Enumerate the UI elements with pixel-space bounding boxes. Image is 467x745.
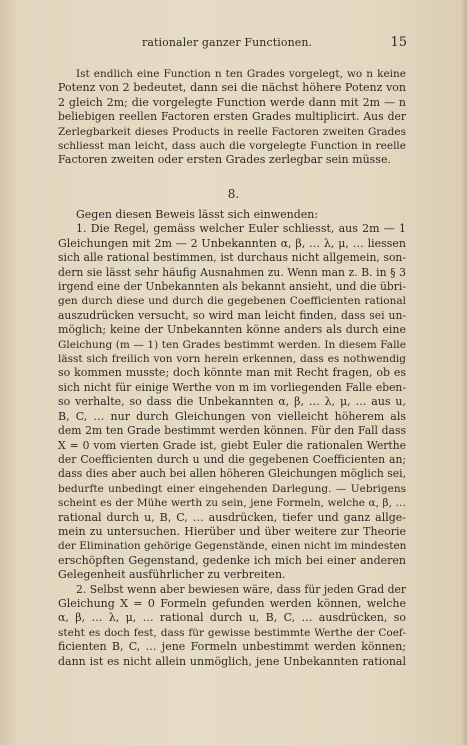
text-line: beliebigen reellen Factoren ersten Grades multiplicirt. Aus der — [58, 110, 406, 124]
text-line: 2. Selbst wenn aber bewiesen wäre, dass für jeden Grad der — [76, 582, 406, 596]
section-body — [58, 208, 406, 669]
text-line: sich nicht für einige Werthe von m im vorliegenden Falle eben- — [58, 380, 406, 394]
text-line: so kommen musste; doch könnte man mit Recht fragen, ob es — [58, 366, 406, 380]
text-line: erschöpften Gegenstand, gedenke ich mich bei einer anderen — [58, 553, 406, 567]
text-line: möglich; keine der Unbekannten könne anders als durch eine — [58, 323, 406, 337]
section-heading: 8. — [227, 187, 240, 201]
page-header — [58, 36, 407, 52]
text-line: X = 0 vom vierten Grade ist, giebt Euler die rationalen Werthe — [58, 438, 406, 452]
text-line: ficienten B, C, … jene Formeln unbestimmt werden können; — [58, 640, 406, 654]
text-line: dern sie lässt sehr häufig Ausnahmen zu. Wenn man z. B. in § 3 — [58, 265, 406, 279]
page-number: 15 — [390, 35, 407, 50]
text-line: dann ist es nicht allein unmöglich, jene Unbekannten rational — [58, 654, 406, 668]
text-line: 1. Die Regel, gemäss welcher Euler schliesst, aus 2m — 1 — [76, 222, 406, 236]
intro-paragraph — [58, 67, 406, 168]
text-line: α, β, … λ, μ, … rational durch u, B, C, … ausdrücken, so — [58, 611, 406, 625]
text-line: Gleichung X = 0 Formeln gefunden werden können, welche — [58, 596, 406, 610]
text-line: Gegen diesen Beweis lässt sich einwenden: — [76, 208, 319, 221]
text-line: scheint es der Mühe werth zu sein, jene Formeln, welche α, β, … — [58, 497, 406, 510]
text-line: steht es doch fest, dass für gewisse bestimmte Werthe der Coef- — [58, 626, 406, 639]
text-line: Ist endlich eine Function n ten Grades vorgelegt, wo n keine — [76, 68, 406, 80]
text-line: 2 gleich 2m; die vorgelegte Function werde dann mit 2m — n — [58, 95, 406, 109]
text-line: mein zu untersuchen. Hierüber und über weitere zur Theorie — [58, 524, 406, 538]
text-line: Gleichung (m — 1) ten Grades bestimmt werden. In diesem Falle — [58, 338, 406, 351]
text-line: Gelegenheit ausführlicher zu verbreiten. — [58, 568, 286, 582]
text-line: lässt sich freilich von vorn herein erkennen, dass es nothwendig — [58, 353, 406, 366]
text-line: rational durch u, B, C, … ausdrücken, tiefer und ganz allge- — [58, 510, 406, 524]
text-line: dass dies aber auch bei allen höheren Gleichungen möglich sei, — [58, 467, 406, 481]
text-line: der Elimination gehörige Gegenstände, einen nicht im mindesten — [58, 540, 407, 553]
text-line: Gleichungen mit 2m — 2 Unbekannten α, β, … λ, μ, … liessen — [58, 236, 406, 250]
text-line: der Coefficienten durch u und die gegebenen Coefficienten an; — [58, 452, 406, 466]
text-line: so verhalte, so dass die Unbekannten α, β, … λ, μ, … aus u, — [58, 395, 406, 409]
page-edge-shadow — [461, 0, 467, 745]
text-line: dem 2m ten Grade bestimmt werden können. Für den Fall dass — [58, 424, 406, 438]
text-line: schliesst man leicht, dass auch die vorgelegte Function in reelle — [58, 140, 406, 153]
text-line: gen durch diese und durch die gegebenen Coefficienten rational — [58, 295, 406, 308]
text-line: bedurfte unbedingt einer eingehenden Darlegung. — Uebrigens — [58, 482, 406, 495]
running-head: rationaler ganzer Functionen. — [142, 36, 313, 49]
text-line: irgend eine der Unbekannten als bekannt ansieht, und die übri- — [58, 280, 406, 294]
text-line: B, C, … nur durch Gleichungen von vielleicht höherem als — [58, 409, 406, 423]
text-line: Potenz von 2 bedeutet, dann sei die nächst höhere Potenz von — [58, 81, 406, 95]
text-line: Zerlegbarkeit dieses Products in reelle Factoren zweiten Grades — [58, 125, 406, 138]
text-line: sich alle rational bestimmen, ist durchaus nicht allgemein, son- — [58, 251, 406, 265]
text-line: Factoren zweiten oder ersten Grades zerlegbar sein müsse. — [58, 153, 391, 167]
text-line: auszudrücken versucht, so wird man leicht finden, dass sei un- — [58, 308, 406, 322]
